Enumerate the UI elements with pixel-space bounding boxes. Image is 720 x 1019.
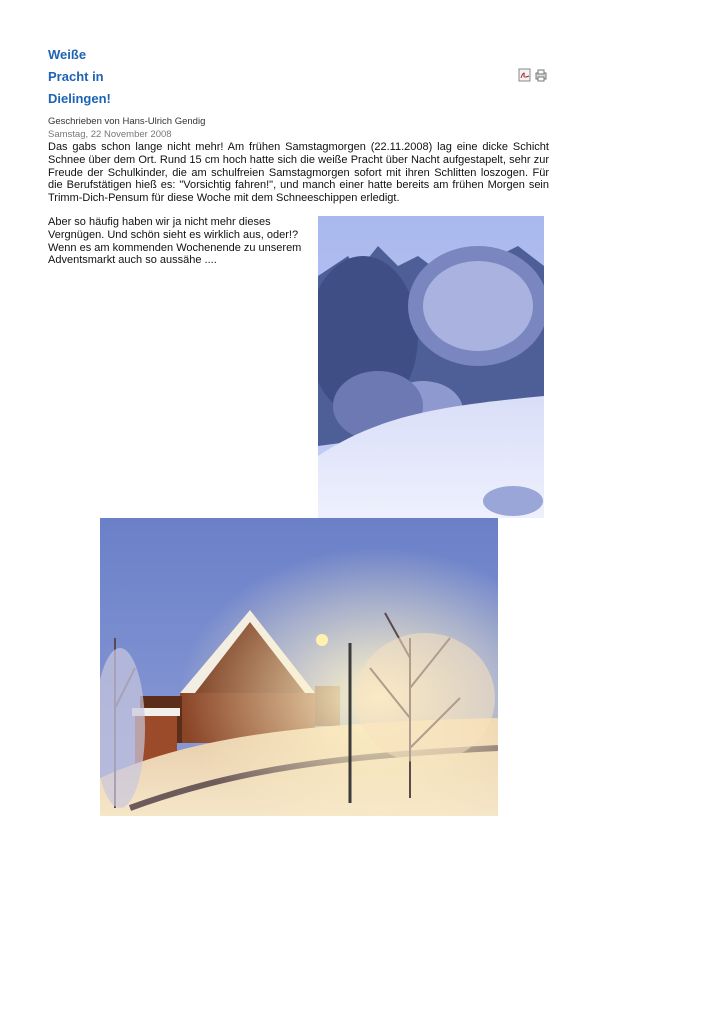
print-icon[interactable] [534, 68, 548, 82]
article-author: Geschrieben von Hans-Ulrich Gendig [48, 116, 206, 127]
snowy-garden-photo [318, 216, 544, 518]
article-date: Samstag, 22 November 2008 [48, 129, 172, 140]
article-tools [518, 68, 548, 82]
title-line: Weiße [48, 47, 87, 62]
snowy-barn-photo [100, 518, 498, 816]
pdf-icon[interactable] [518, 68, 532, 82]
article-title [48, 44, 158, 110]
article-body: Das gabs schon lange nicht mehr! Am frühen Samstagmorgen (22.11.2008) lag eine dicke Schicht Schnee über dem Ort. Rund 15 cm hoch hatte sich die weiße Pracht über Nacht aufgestapelt, sehr zur Freude der Schulkinder, die am schulfreien Samstagmorgen sofort mit ihren Schlitten loszogen. Für die Berufstätigen hieß es: "Vorsichtig fahren!", und manch einer hatte bereits am frühen Morgen sein Trimm-Dich-Pensum für diese Woche mit dem Schneeschippen erledigt. [48, 141, 549, 205]
article-side-text: Aber so häufig haben wir ja nicht mehr dieses Vergnügen. Und schön sieht es wirklich aus, oder!? Wenn es am kommenden Wochenende zu unserem Adventsmarkt auch so aussähe .... [48, 216, 302, 267]
title-line: Pracht in [48, 69, 104, 84]
title-line: Dielingen! [48, 91, 111, 106]
